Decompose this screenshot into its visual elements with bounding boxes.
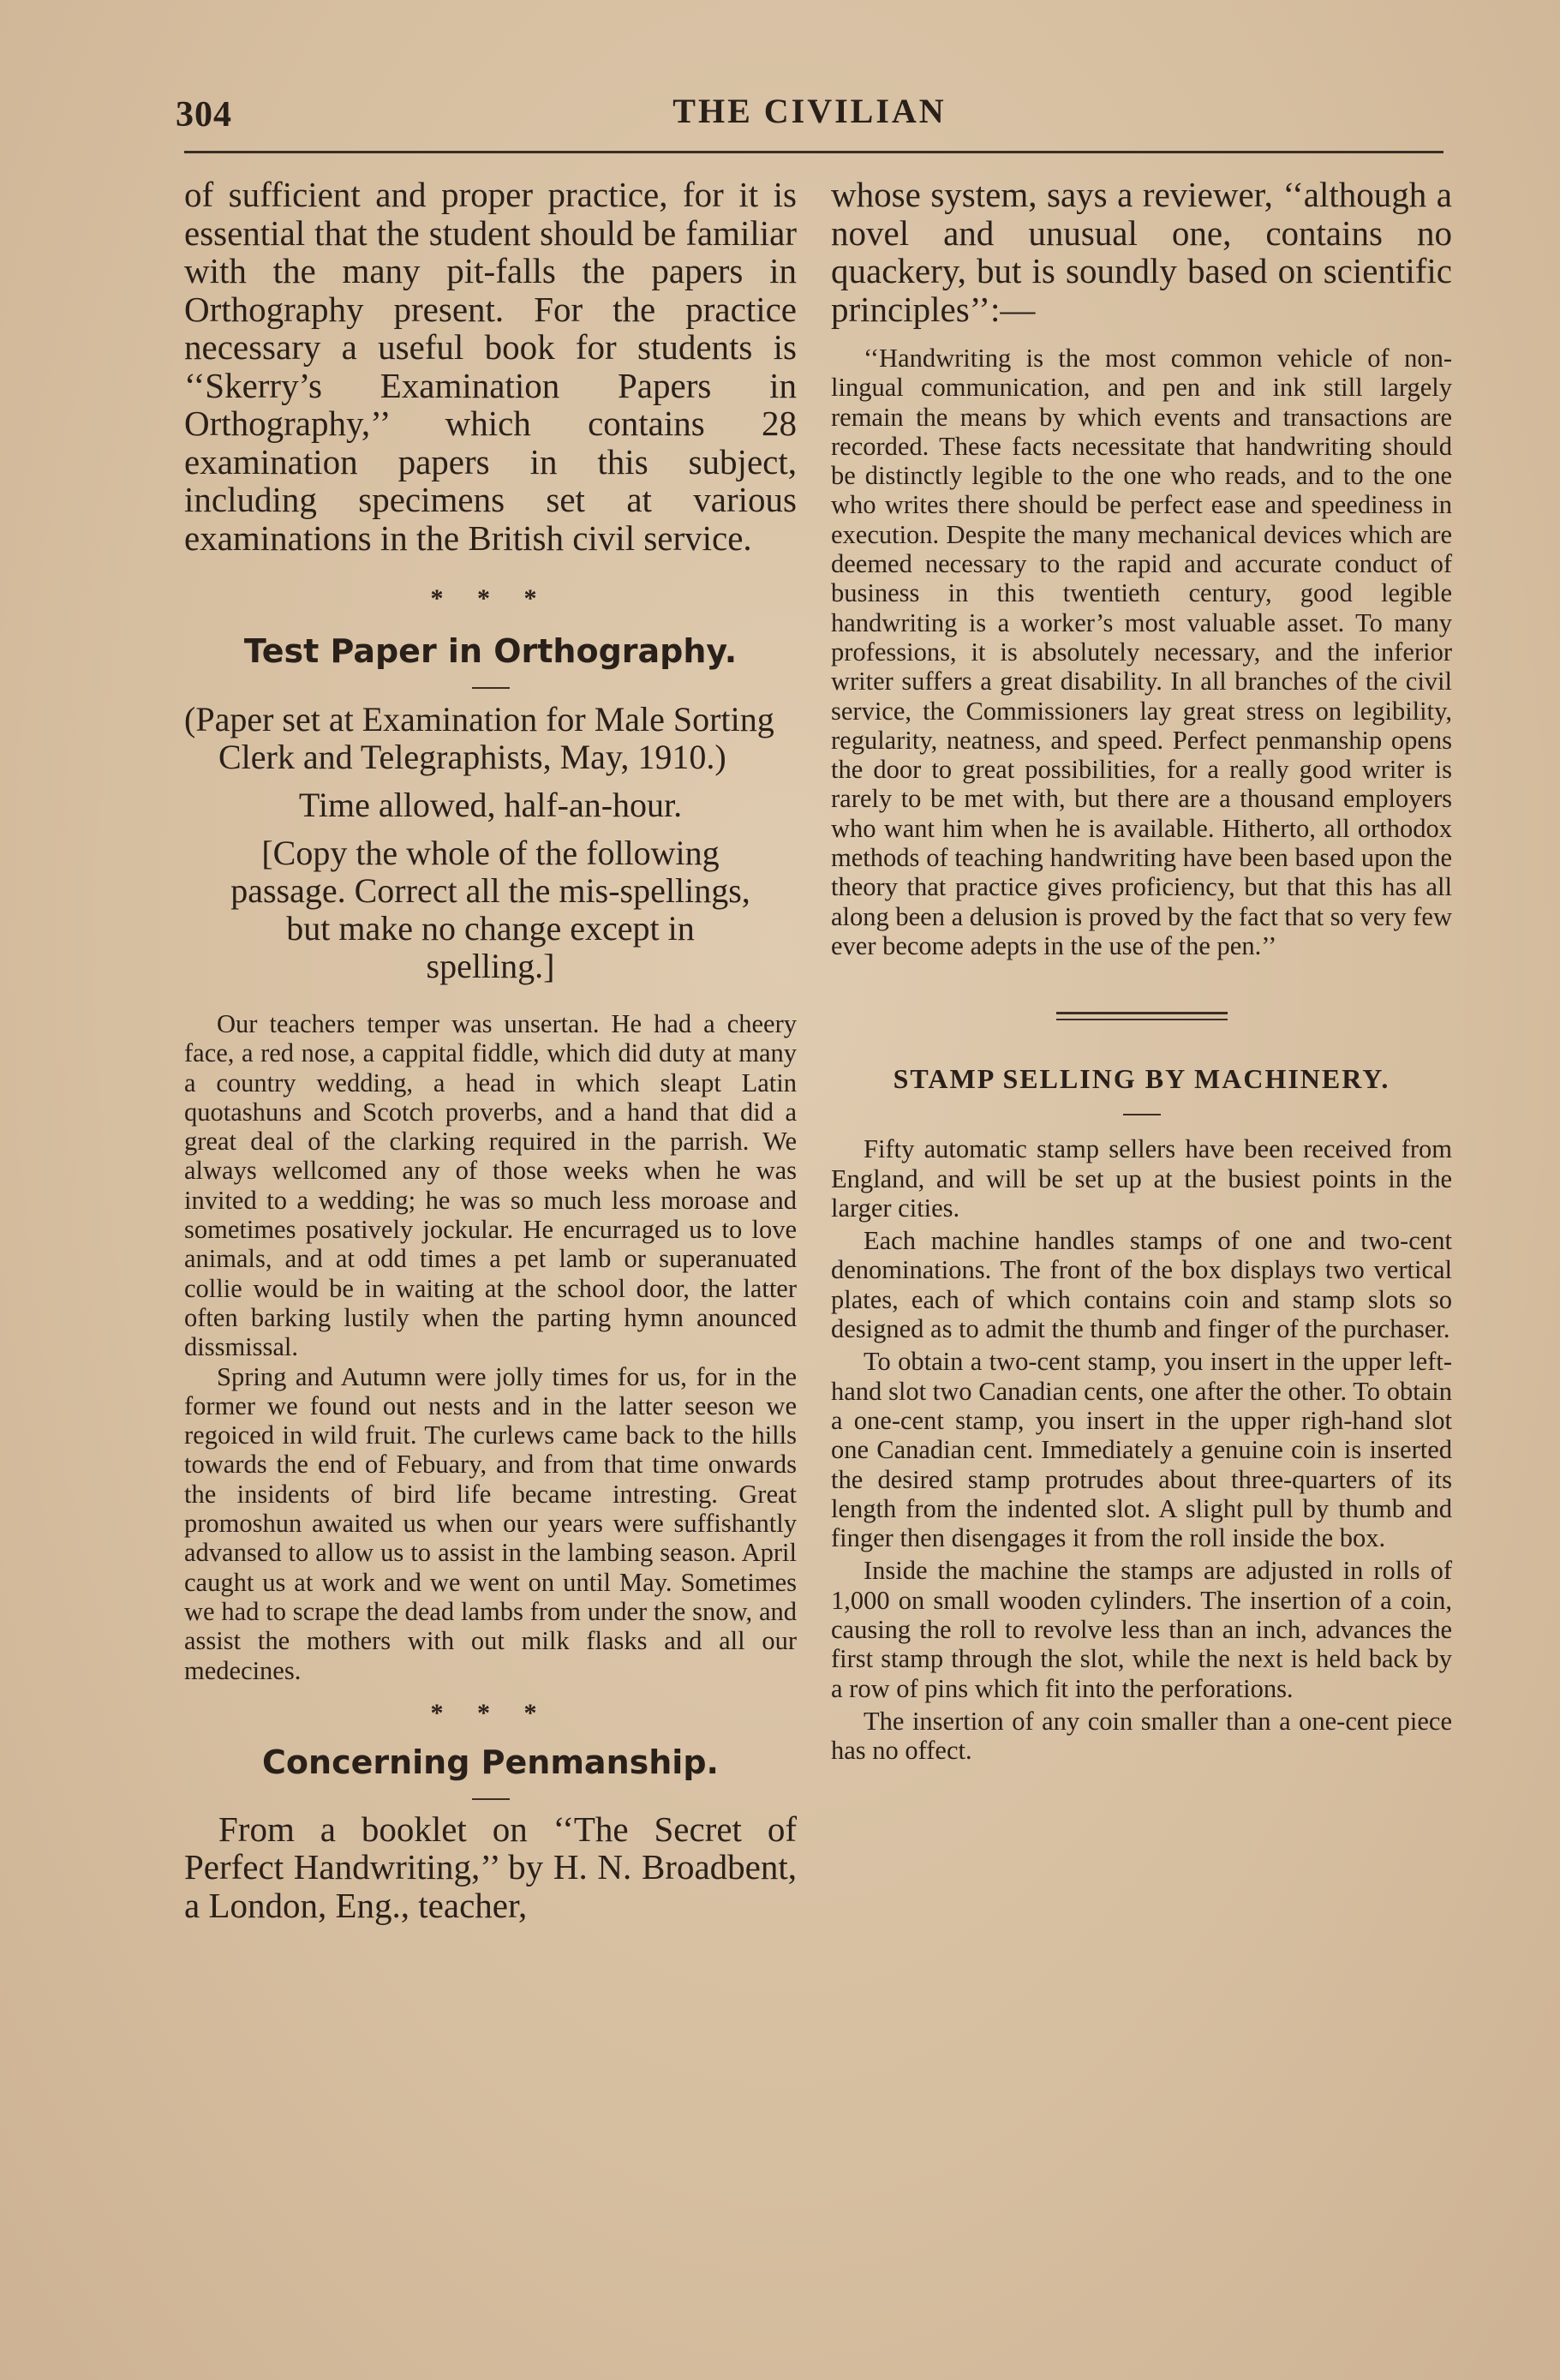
time-allowed: Time allowed, half-an-hour. (298, 786, 683, 824)
running-head (176, 86, 1443, 154)
orthography-intro-paragraph: of sufficient and proper practice, for it is essential that the student should be familiar with the many pit-falls the papers in Orthography present. For the practice necessary a useful book for students is ‘‘Skerry’s Examination Papers in Orthography,’’ which contains 28 examination papers in this subject, including specimens set at various examinations in the British civil service. (184, 175, 797, 558)
test-instructions: [Copy the whole of the following passage. Correct all the mis-spellings, but make no change except in spelling.] (230, 834, 750, 985)
test-passage-paragraph-2: Spring and Autumn were jolly times for us, for in the former we found out nests and in the latter seeson we regoiced in wild fruit. The curlews came back to the hills towards the end of Febuary, and from that time onwards the insidents of bird life became intresting. Great promoshun awaited us when our years were suffishantly advansed to allow us to assist in the lambing season. April caught us at work and we went on until May. Sometimes we had to scrape the dead lambs from under the snow, and assist the mothers with out milk flasks and all our medecines. (184, 1361, 797, 1685)
stamp-paragraph-5: The insertion of any coin smaller than a one-cent piece has no offect. (831, 1706, 1452, 1766)
penmanship-continuation: whose system, says a reviewer, ‘‘although a novel and unusual one, contains no quackery, but is soundly based on scientific principles’’:— (831, 175, 1452, 329)
handwriting-quote: ‘‘Handwriting is the most common vehicle of non-lingual communication, and pen and ink still largely remain the means by which events and transactions are recorded. These facts necessitate that handwriting should be distinctly legible to the one who reads, and to the one who writes there should be perfect ease and speediness in execution. Despite the many mechanical devices which are deemed necessary to the rapid and accurate conduct of business in this twentieth century, good legible handwriting is a worker’s most valuable asset. To many professions, it is absolutely necessary, and the inferior writer suffers a great disability. In all branches of the civil service, the Commissioners lay great stress on legibility, regularity, neatness, and speed. Perfect penmanship opens the door to great possibilities, for a really good writer is rarely to be met with, but there are a thousand employers who want him when he is available. Hitherto, all orthodox methods of teaching handwriting have been based upon the theory that practice gives proficiency, but that this has all along been a delusion is proved by the fact that so very few ever become adepts in the use of the pen.’’ (831, 344, 1453, 960)
header-rule (184, 151, 1443, 153)
penmanship-intro: From a booklet on ‘‘The Secret of Perfect Handwriting,’’ by H. N. Broadbent, a London, Eng., teacher, (184, 1809, 797, 1925)
left-column (184, 176, 797, 1924)
section-separator: * * * (430, 584, 551, 613)
page-number: 304 (176, 95, 232, 135)
paper-set-note: (Paper set at Examination for Male Sorting Clerk and Telegraphists, May, 1910.) (184, 700, 774, 776)
heading-dash (472, 1798, 510, 1800)
test-paper-heading: Test Paper in Orthography. (243, 632, 738, 670)
stamp-selling-heading: STAMP SELLING BY MACHINERY. (893, 1063, 1390, 1095)
article-divider (1056, 1012, 1228, 1020)
right-column (831, 176, 1452, 1765)
stamp-paragraph-4: Inside the machine the stamps are adjusted in rolls of 1,000 on small wooden cylinders. The insertion of a coin, causing the roll to revolve less than an inch, advances the first stamp through the slot, while the next is held back by a row of pins which fit into the perforations. (831, 1556, 1452, 1703)
heading-dash (472, 687, 510, 689)
test-passage-paragraph-1: Our teachers temper was unsertan. He had a cheery face, a red nose, a cappital fiddle, which did duty at many a country wedding, a head in which sleapt Latin quotashuns and Scotch proverbs, and a hand that did a great deal of the clarking required in the parrish. We always wellcomed any of those weeks when he was invited to a wedding; he was so much less moroase and sometimes posatively jockular. He encurraged us to love animals, and at odd times a pet lamb or superanuated collie would be in waiting at the school door, the latter often barking lustily when the parting hymn anounced dissmissal. (184, 1009, 797, 1362)
section-separator: * * * (430, 1698, 551, 1727)
stamp-paragraph-2: Each machine handles stamps of one and two-cent denominations. The front of the box displays two vertical plates, each of which contains coin and stamp slots so designed as to admit the thumb and finger of the purchaser. (831, 1226, 1452, 1344)
penmanship-heading: Concerning Penmanship. (262, 1743, 719, 1781)
heading-dash (1123, 1114, 1161, 1115)
stamp-paragraph-3: To obtain a two-cent stamp, you insert in the upper left-hand slot two Canadian cents, one after the other. To obtain a one-cent stamp, you insert in the upper righ-hand slot one Canadian cent. Immediately a genuine coin is inserted the desired stamp protrudes about three-quarters of its length from the indented slot. A slight pull by thumb and finger then disengages it from the roll inside the box. (831, 1347, 1452, 1553)
stamp-paragraph-1: Fifty automatic stamp sellers have been received from England, and will be set up at the busiest points in the larger cities. (831, 1134, 1452, 1223)
journal-title: THE CIVILIAN (672, 92, 947, 130)
